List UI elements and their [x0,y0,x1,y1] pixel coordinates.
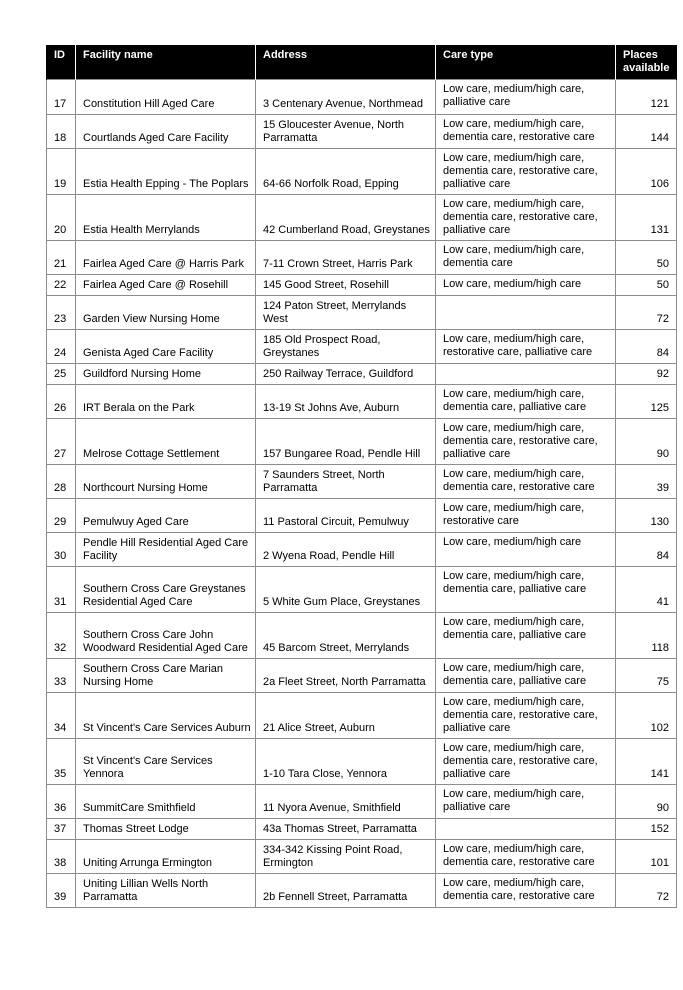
facility-name-cell: Fairlea Aged Care @ Rosehill [76,275,256,296]
facilities-table [46,45,677,908]
address-cell: 21 Alice Street, Auburn [256,693,436,739]
places-available-cell: 50 [616,275,677,296]
facility-name-cell: Uniting Arrunga Ermington [76,840,256,874]
table-row [47,296,677,330]
facility-name-cell: IRT Berala on the Park [76,385,256,419]
address-cell: 13-19 St Johns Ave, Auburn [256,385,436,419]
table-row [47,419,677,465]
table-row [47,465,677,499]
id-cell: 33 [47,659,76,693]
places-available-cell: 90 [616,785,677,819]
care-type-cell: Low care, medium/high care, dementia care, restorative care, palliative care [436,739,616,785]
id-cell: 21 [47,241,76,275]
table-row [47,385,677,419]
table-row [47,840,677,874]
id-cell: 28 [47,465,76,499]
table-row [47,659,677,693]
care-type-cell: Low care, medium/high care, palliative care [436,80,616,115]
care-type-cell: Low care, medium/high care, dementia care, restorative care, palliative care [436,195,616,241]
facility-name-cell: Pemulwuy Aged Care [76,499,256,533]
facility-name-cell: St Vincent's Care Services Auburn [76,693,256,739]
table-row [47,499,677,533]
care-type-cell [436,819,616,840]
address-cell: 2a Fleet Street, North Parramatta [256,659,436,693]
table-row [47,80,677,115]
id-cell: 30 [47,533,76,567]
table-row [47,567,677,613]
table-row [47,533,677,567]
care-type-cell: Low care, medium/high care, dementia care, restorative care [436,840,616,874]
places-available-cell: 84 [616,533,677,567]
id-cell: 29 [47,499,76,533]
care-type-cell: Low care, medium/high care, dementia care, palliative care [436,567,616,613]
header-places-available: Places available [616,45,677,80]
places-available-cell: 131 [616,195,677,241]
facility-name-cell: Fairlea Aged Care @ Harris Park [76,241,256,275]
address-cell: 43a Thomas Street, Parramatta [256,819,436,840]
address-cell: 2b Fennell Street, Parramatta [256,874,436,908]
places-available-cell: 72 [616,874,677,908]
id-cell: 27 [47,419,76,465]
table-row [47,149,677,195]
care-type-cell: Low care, medium/high care, dementia care, restorative care, palliative care [436,419,616,465]
address-cell: 15 Gloucester Avenue, North Parramatta [256,115,436,149]
header-facility-name: Facility name [76,45,256,80]
address-cell: 64-66 Norfolk Road, Epping [256,149,436,195]
header-care-type: Care type [436,45,616,80]
places-available-cell: 125 [616,385,677,419]
care-type-cell: Low care, medium/high care, restorative care [436,499,616,533]
id-cell: 36 [47,785,76,819]
header-row [47,45,677,80]
facility-name-cell: SummitCare Smithfield [76,785,256,819]
places-available-cell: 90 [616,419,677,465]
table-row [47,364,677,385]
facility-name-cell: Uniting Lillian Wells North Parramatta [76,874,256,908]
facility-name-cell: Constitution Hill Aged Care [76,80,256,115]
places-available-cell: 84 [616,330,677,364]
places-available-cell: 101 [616,840,677,874]
care-type-cell [436,364,616,385]
care-type-cell: Low care, medium/high care, restorative care, palliative care [436,330,616,364]
places-available-cell: 39 [616,465,677,499]
facility-name-cell: Melrose Cottage Settlement [76,419,256,465]
address-cell: 3 Centenary Avenue, Northmead [256,80,436,115]
id-cell: 24 [47,330,76,364]
places-available-cell: 144 [616,115,677,149]
address-cell: 157 Bungaree Road, Pendle Hill [256,419,436,465]
places-available-cell: 102 [616,693,677,739]
table-row [47,874,677,908]
table-body [47,80,677,908]
table-row [47,613,677,659]
address-cell: 5 White Gum Place, Greystanes [256,567,436,613]
id-cell: 31 [47,567,76,613]
id-cell: 19 [47,149,76,195]
table-row [47,241,677,275]
care-type-cell [436,296,616,330]
places-available-cell: 152 [616,819,677,840]
facility-name-cell: Pendle Hill Residential Aged Care Facility [76,533,256,567]
care-type-cell: Low care, medium/high care [436,275,616,296]
table-row [47,819,677,840]
id-cell: 39 [47,874,76,908]
care-type-cell: Low care, medium/high care, dementia care, restorative care, palliative care [436,149,616,195]
table-row [47,115,677,149]
table-row [47,330,677,364]
id-cell: 35 [47,739,76,785]
address-cell: 42 Cumberland Road, Greystanes [256,195,436,241]
address-cell: 2 Wyena Road, Pendle Hill [256,533,436,567]
address-cell: 250 Railway Terrace, Guildford [256,364,436,385]
care-type-cell: Low care, medium/high care, dementia care, restorative care [436,115,616,149]
facility-name-cell: Thomas Street Lodge [76,819,256,840]
care-type-cell: Low care, medium/high care, dementia care, palliative care [436,613,616,659]
places-available-cell: 50 [616,241,677,275]
address-cell: 334-342 Kissing Point Road, Ermington [256,840,436,874]
places-available-cell: 72 [616,296,677,330]
id-cell: 37 [47,819,76,840]
care-type-cell: Low care, medium/high care, dementia care, restorative care [436,465,616,499]
facility-name-cell: Southern Cross Care Marian Nursing Home [76,659,256,693]
facility-name-cell: Courtlands Aged Care Facility [76,115,256,149]
address-cell: 11 Pastoral Circuit, Pemulwuy [256,499,436,533]
id-cell: 18 [47,115,76,149]
header-id: ID [47,45,76,80]
facility-name-cell: Estia Health Epping - The Poplars [76,149,256,195]
facility-name-cell: Northcourt Nursing Home [76,465,256,499]
address-cell: 7-11 Crown Street, Harris Park [256,241,436,275]
id-cell: 38 [47,840,76,874]
facility-name-cell: Southern Cross Care John Woodward Residential Aged Care [76,613,256,659]
id-cell: 17 [47,80,76,115]
care-type-cell: Low care, medium/high care, palliative care [436,785,616,819]
places-available-cell: 121 [616,80,677,115]
facility-name-cell: Estia Health Merrylands [76,195,256,241]
care-type-cell: Low care, medium/high care, dementia care, palliative care [436,385,616,419]
table-row [47,785,677,819]
address-cell: 1-10 Tara Close, Yennora [256,739,436,785]
table-row [47,739,677,785]
table-row [47,693,677,739]
facility-name-cell: Garden View Nursing Home [76,296,256,330]
places-available-cell: 118 [616,613,677,659]
places-available-cell: 75 [616,659,677,693]
facility-name-cell: St Vincent's Care Services Yennora [76,739,256,785]
places-available-cell: 92 [616,364,677,385]
address-cell: 7 Saunders Street, North Parramatta [256,465,436,499]
care-type-cell: Low care, medium/high care, dementia care, restorative care, palliative care [436,693,616,739]
id-cell: 25 [47,364,76,385]
address-cell: 45 Barcom Street, Merrylands [256,613,436,659]
id-cell: 22 [47,275,76,296]
places-available-cell: 130 [616,499,677,533]
header-address: Address [256,45,436,80]
facility-name-cell: Genista Aged Care Facility [76,330,256,364]
table-row [47,195,677,241]
id-cell: 26 [47,385,76,419]
id-cell: 32 [47,613,76,659]
care-type-cell: Low care, medium/high care [436,533,616,567]
address-cell: 185 Old Prospect Road, Greystanes [256,330,436,364]
table-row [47,275,677,296]
facility-name-cell: Southern Cross Care Greystanes Residential Aged Care [76,567,256,613]
care-type-cell: Low care, medium/high care, dementia care [436,241,616,275]
care-type-cell: Low care, medium/high care, dementia care, palliative care [436,659,616,693]
facility-name-cell: Guildford Nursing Home [76,364,256,385]
id-cell: 23 [47,296,76,330]
table-header [47,45,677,80]
places-available-cell: 41 [616,567,677,613]
care-type-cell: Low care, medium/high care, dementia care, restorative care [436,874,616,908]
id-cell: 20 [47,195,76,241]
id-cell: 34 [47,693,76,739]
address-cell: 11 Nyora Avenue, Smithfield [256,785,436,819]
address-cell: 145 Good Street, Rosehill [256,275,436,296]
places-available-cell: 141 [616,739,677,785]
places-available-cell: 106 [616,149,677,195]
address-cell: 124 Paton Street, Merrylands West [256,296,436,330]
